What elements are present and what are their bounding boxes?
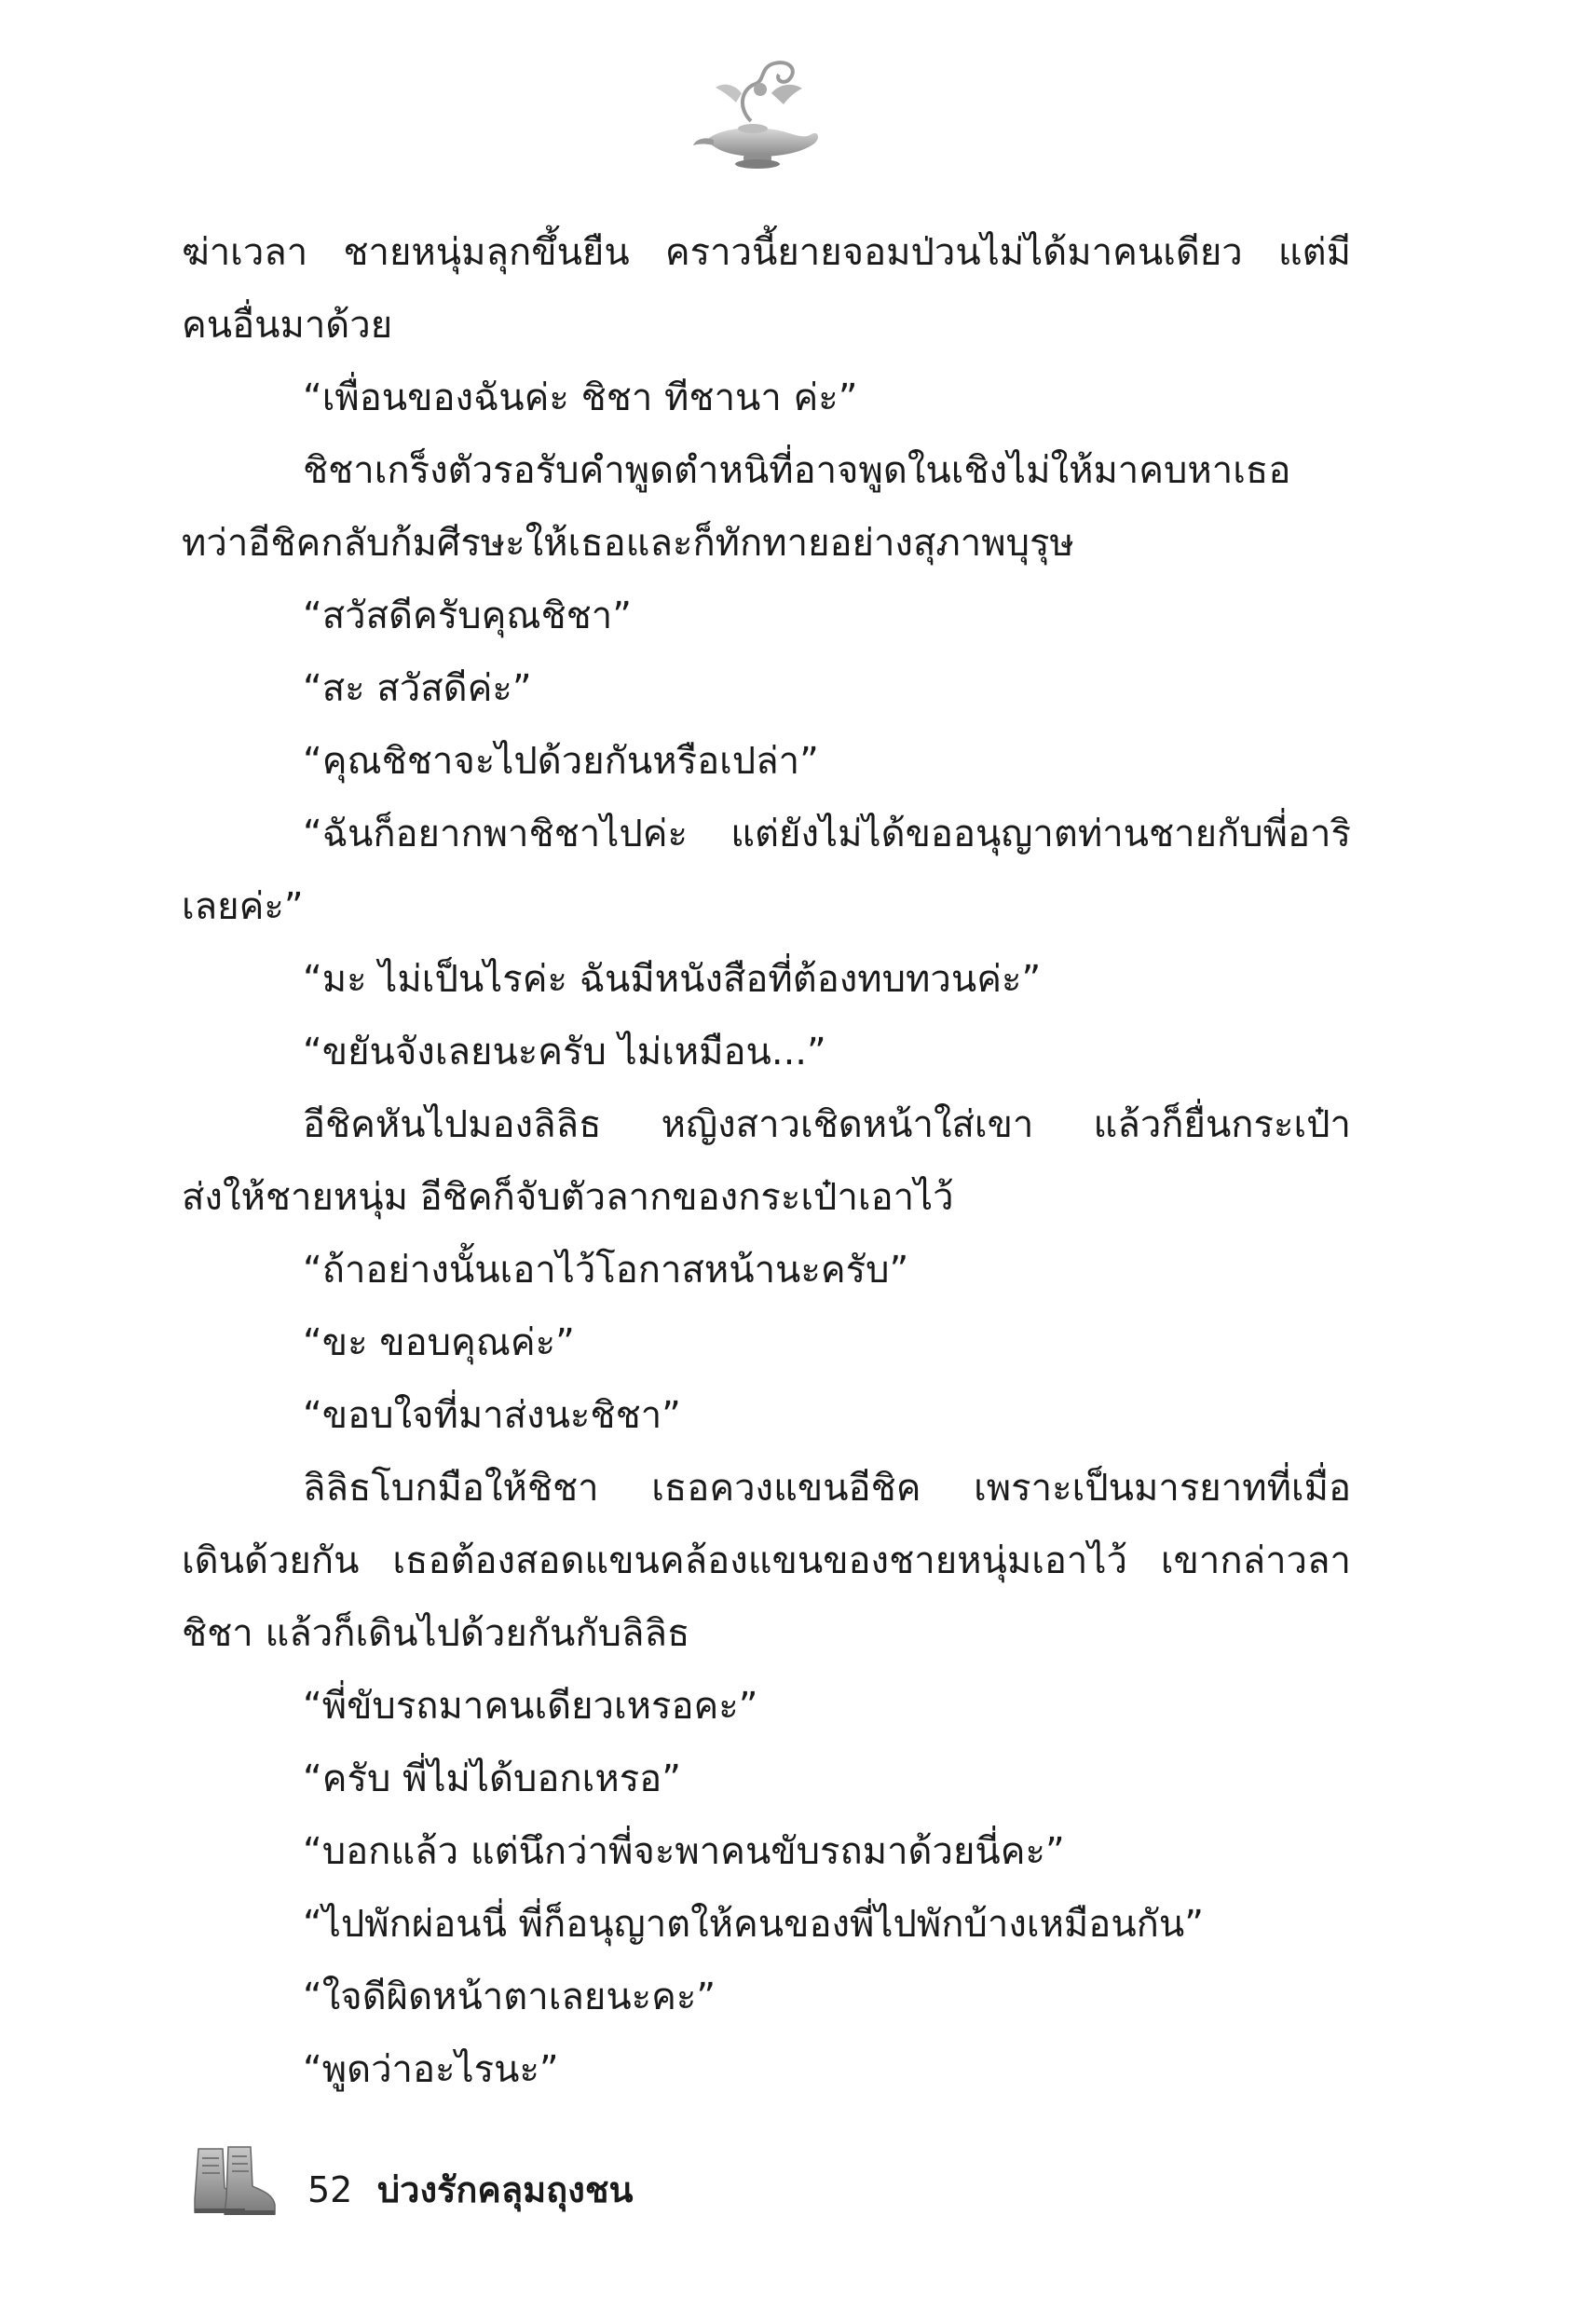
page-number: 52 [307, 2169, 353, 2210]
dialogue-line: “สะ สวัสดีค่ะ” [303, 667, 532, 710]
dialogue-line: “ใจดีผิดหน้าตาเลยนะคะ” [303, 1976, 716, 2018]
dialogue-line: “ขอบใจที่มาส่งนะชิชา” [303, 1394, 681, 1437]
paragraph-line: ส่งให้ชายหนุ่ม อีชิคก็จับตัวลากของกระเป๋าเอาไว้ [182, 1176, 954, 1219]
dialogue-line: “ฉันก็อยากพาชิชาไปค่ะ แต่ยังไม่ได้ขออนุญาตท่านชายกับพี่อาริ [303, 813, 1351, 855]
dialogue-line: “ครับ พี่ไม่ได้บอกเหรอ” [303, 1757, 681, 1800]
boots-icon [191, 2143, 280, 2218]
dialogue-line: “ขยันจังเลยนะครับ ไม่เหมือน...” [303, 1031, 826, 1073]
paragraph-line: ชิชาเกร็งตัวรอรับคำพูดตำหนิที่อาจพูดในเชิงไม่ให้มาคบหาเธอ [303, 449, 1291, 492]
paragraph-line: เดินด้วยกัน เธอต้องสอดแขนคล้องแขนของชายหนุ่มเอาไว้ เขากล่าวลา [182, 1539, 1351, 1582]
dialogue-line: เลยค่ะ” [182, 885, 304, 928]
story-text [182, 216, 1351, 2106]
magic-lamp-fairy-icon [686, 56, 825, 177]
dialogue-line: “ไปพักผ่อนนี่ พี่ก็อนุญาตให้คนของพี่ไปพักบ้างเหมือนกัน” [303, 1903, 1204, 1946]
dialogue-line: “ขะ ขอบคุณค่ะ” [303, 1321, 575, 1364]
dialogue-line: “คุณชิชาจะไปด้วยกันหรือเปล่า” [303, 740, 819, 783]
dialogue-line: “พี่ขับรถมาคนเดียวเหรอคะ” [303, 1685, 758, 1728]
paragraph-line: ทว่าอีชิคกลับก้มศีรษะให้เธอและก็ทักทายอย่างสุภาพบุรุษ [182, 522, 1074, 565]
dialogue-line: “ถ้าอย่างนั้นเอาไว้โอกาสหน้านะครับ” [303, 1249, 909, 1292]
dialogue-line: “มะ ไม่เป็นไรค่ะ ฉันมีหนังสือที่ต้องทบทวนค่ะ” [303, 958, 1042, 1001]
paragraph-line: คนอื่นมาด้วย [182, 304, 393, 347]
dialogue-line: “สวัสดีครับคุณชิชา” [303, 595, 632, 637]
book-title: บ่วงรักคลุมถุงชน [377, 2169, 634, 2210]
paragraph-line: ชิชา แล้วก็เดินไปด้วยกันกับลิลิธ [182, 1612, 690, 1655]
dialogue-line: “พูดว่าอะไรนะ” [303, 2048, 559, 2091]
page-footer [191, 2143, 843, 2227]
dialogue-line: “บอกแล้ว แต่นึกว่าพี่จะพาคนขับรถมาด้วยนี่คะ” [303, 1830, 1065, 1873]
paragraph-line: อีชิคหันไปมองลิลิธ หญิงสาวเชิดหน้าใส่เขา แล้วก็ยื่นกระเป๋า [303, 1103, 1351, 1146]
dialogue-line: “เพื่อนของฉันค่ะ ชิชา ทีชานา ค่ะ” [303, 376, 858, 419]
paragraph-line: ลิลิธโบกมือให้ชิชา เธอควงแขนอีชิค เพราะเป็นมารยาทที่เมื่อ [303, 1467, 1351, 1510]
paragraph-line: ฆ่าเวลา ชายหนุ่มลุกขึ้นยืน คราวนี้ยายจอมป่วนไม่ได้มาคนเดียว แต่มี [182, 231, 1351, 274]
